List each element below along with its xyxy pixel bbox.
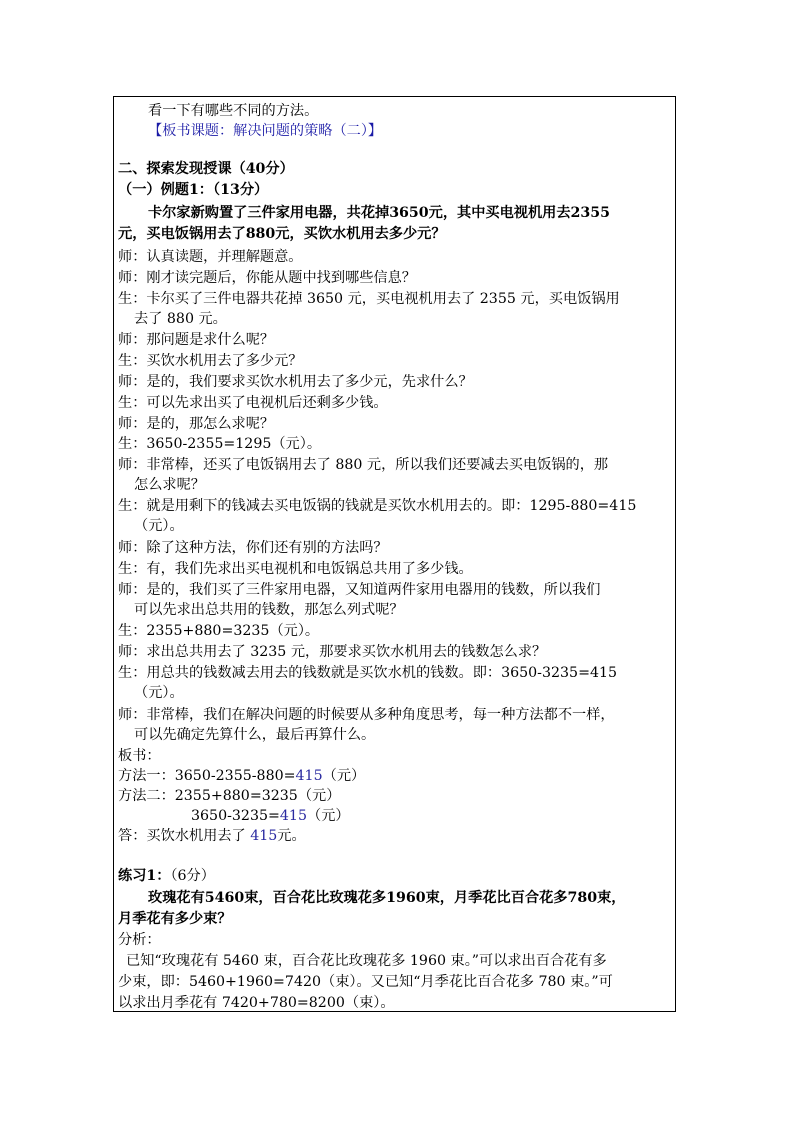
method-two-step [118, 806, 743, 826]
exercise-time: （6分） [170, 868, 215, 884]
unit-text: 元。 [277, 828, 306, 844]
dialog-line: 师：求出总共用去了 3235 元，那要求买饮水机用去的钱数怎么求？ [118, 644, 547, 660]
text-line: 看一下有哪些不同的方法。 [148, 103, 319, 119]
dialog-line: 生：2355+880=3235（元）。 [118, 623, 320, 639]
method-one [118, 766, 670, 786]
exercise-heading [118, 866, 670, 886]
analysis-label: 分析： [118, 932, 161, 948]
analysis-text: 少束，即：5460+1960=7420（束）。又已知“月季花比百合花多 780 束。”可 [118, 974, 613, 990]
dialog-line: 生：卡尔买了三件电器共花掉 3650 元，买电视机用去了 2355 元，买电饭锅用 [118, 291, 620, 307]
dialog-line: 生：用总共的钱数减去用去的钱数就是买饮水机的钱数。即：3650-3235=415 [118, 665, 618, 681]
result-number: 415 [250, 828, 278, 844]
dialog-line: 生：3650-2355=1295（元）。 [118, 436, 322, 452]
dialog-line: 师：非常棒，我们在解决问题的时候要从多种角度思考，每一种方法都不一样， [118, 707, 615, 723]
exercise-text: 玫瑰花有5460束，百合花比玫瑰花多1960束，月季花比百合花多780束， [148, 890, 626, 906]
dialog-line: 师：是的，那怎么求呢？ [118, 416, 275, 432]
unit-text: （元） [322, 768, 366, 784]
dialog-line: 师：刚才读完题后，你能从题中找到哪些信息？ [118, 270, 416, 286]
result-number: 415 [295, 768, 323, 784]
dialog-line: 可以先求出总共用的钱数，那怎么列式呢？ [134, 602, 404, 618]
section-heading: 二、探索发现授课（40分） [118, 161, 294, 177]
board-label: 板书： [118, 748, 161, 764]
dialog-line: 生：可以先求出买了电视机后还剩多少钱。 [118, 395, 388, 411]
example-heading: （一）例题1：（13分） [118, 182, 269, 198]
board-title: 【板书课题：解决问题的策略（二）】 [148, 123, 383, 139]
dialog-line: 师：是的，我们要求买饮水机用去了多少元，先求什么？ [118, 374, 473, 390]
dialog-line: 生：有，我们先求出买电视机和电饭锅总共用了多少钱。 [118, 561, 473, 577]
exercise-text: 月季花有多少束？ [118, 911, 232, 927]
dialog-line: （元）。 [134, 518, 184, 534]
dialog-line: 生：就是用剩下的钱减去买电饭锅的钱就是买饮水机用去的。即：1295-880=415 [118, 498, 637, 514]
answer-text: 答：买饮水机用去了 [118, 828, 251, 844]
method-two: 方法二：2355+880=3235（元） [118, 788, 341, 804]
analysis-text: 以求出月季花有 7420+780=8200（束）。 [118, 995, 395, 1011]
dialog-line: 去了 880 元。 [134, 311, 227, 327]
problem-text: 元，买电饭锅用去了880元，买饮水机用去多少元？ [118, 226, 446, 242]
dialog-line: 怎么求呢？ [134, 477, 205, 493]
dialog-line: 师：那问题是求什么呢？ [118, 332, 275, 348]
dialog-line: 师：除了这种方法，你们还有别的方法吗？ [118, 540, 388, 556]
dialog-line: 生：买饮水机用去了多少元？ [118, 353, 303, 369]
dialog-line: 可以先确定先算什么，最后再算什么。 [134, 727, 376, 743]
answer-line [118, 826, 670, 846]
dialog-line: 师：非常棒，还买了电饭锅用去了 880 元，所以我们还要减去买电饭锅的，那 [118, 457, 609, 473]
method-text: 方法一：3650-2355-880= [118, 768, 296, 784]
problem-text: 卡尔家新购置了三件家用电器，共花掉3650元，其中买电视机用去2355 [148, 205, 611, 221]
result-number: 415 [279, 808, 307, 824]
method-text: 3650-3235= [191, 808, 280, 824]
dialog-line: 师：是的，我们买了三件家用电器，又知道两件家用电器用的钱数，所以我们 [118, 582, 601, 598]
dialog-line: （元）。 [134, 685, 184, 701]
dialog-line: 师：认真读题，并理解题意。 [118, 249, 303, 265]
unit-text: （元） [307, 808, 350, 824]
exercise-title: 练习1： [118, 868, 171, 884]
analysis-text: 已知“玫瑰花有 5460 束，百合花比玫瑰花多 1960 束。”可以求出百合花有多 [126, 953, 607, 969]
